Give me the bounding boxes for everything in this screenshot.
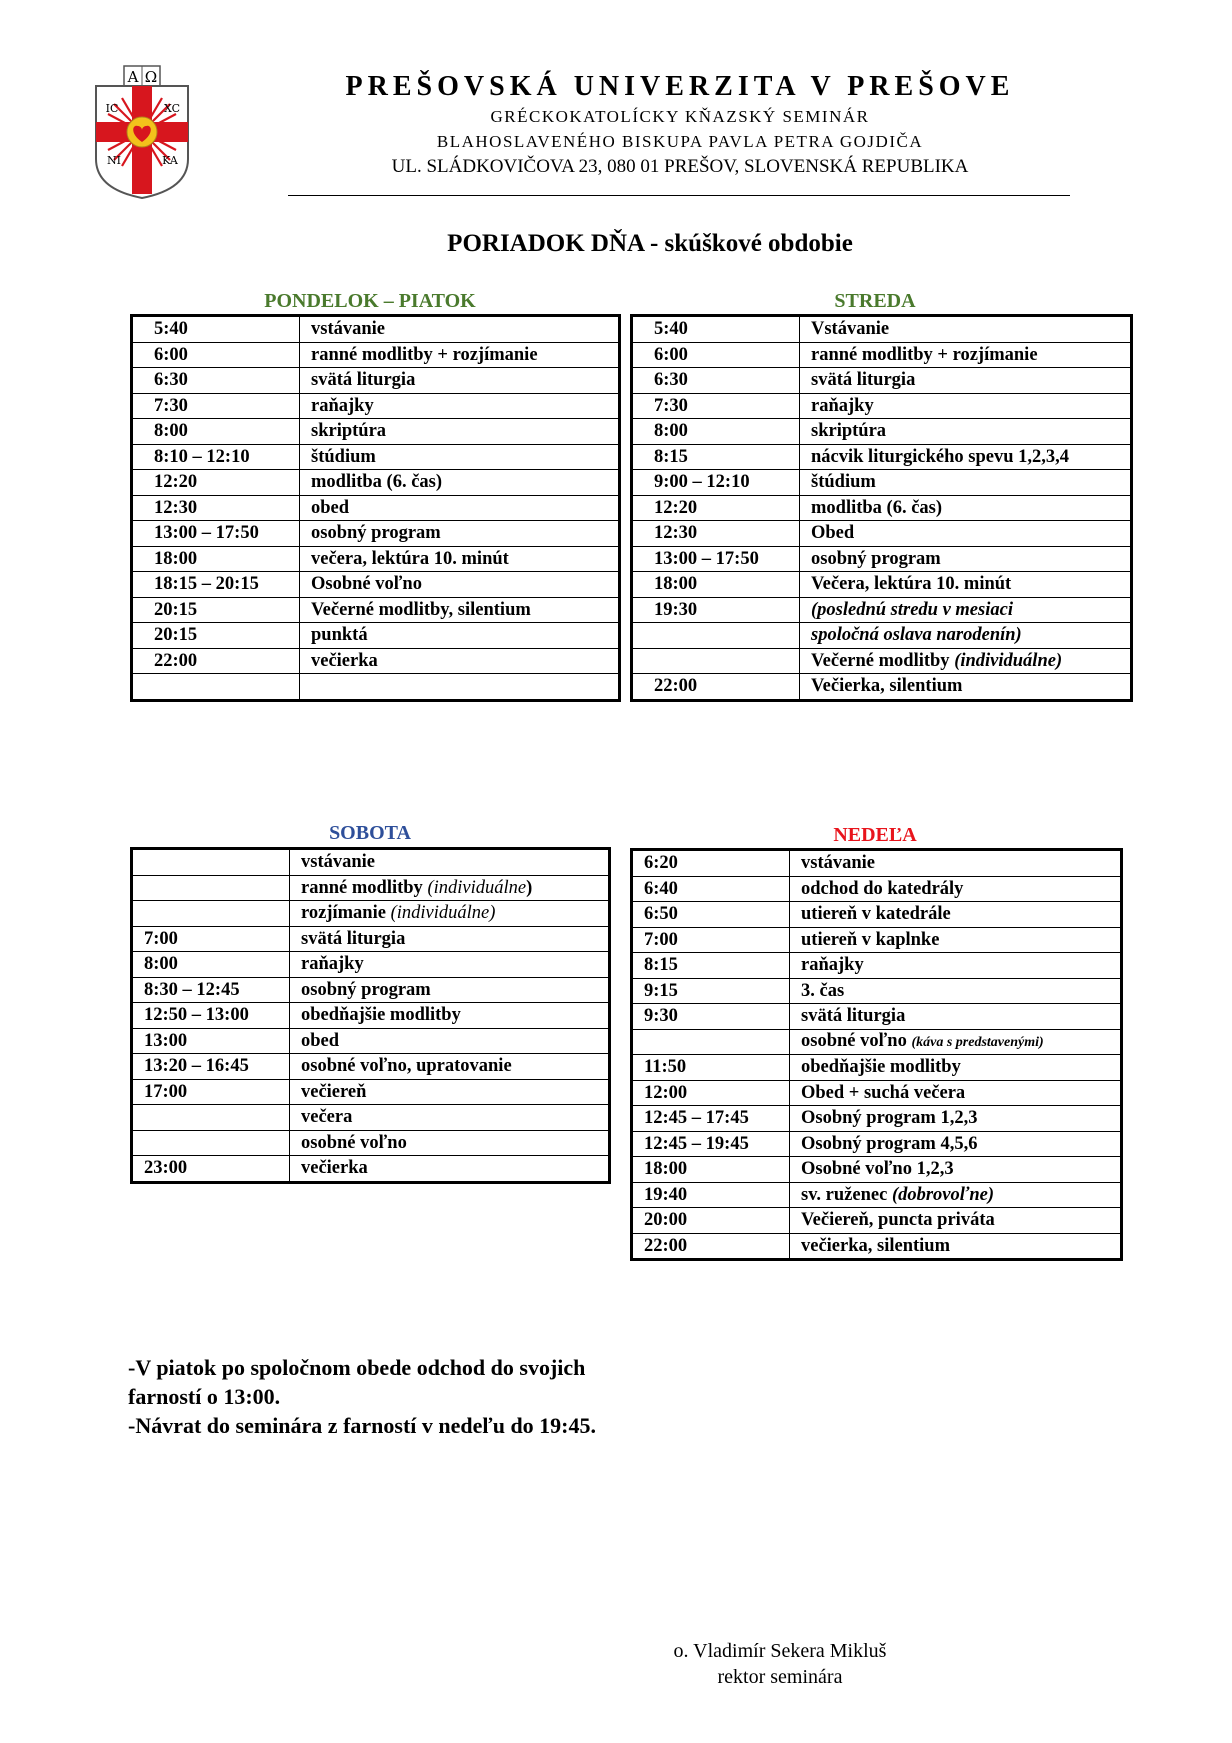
activity-text: sv. ruženec — [801, 1184, 892, 1205]
activity-text: vstávanie — [301, 852, 375, 873]
schedule-activity — [790, 850, 1122, 877]
activity-text: večera — [301, 1107, 353, 1128]
activity-text: nácvik liturgického spevu 1,2,3,4 — [811, 446, 1069, 467]
schedule-row — [632, 1233, 1122, 1260]
schedule-row — [132, 674, 620, 701]
schedule-time: 7:00 — [132, 926, 290, 952]
schedule-time: 8:15 — [632, 953, 790, 979]
schedule-row — [132, 926, 610, 952]
activity-note: (individuálne) — [954, 650, 1063, 671]
logo-ka: KA — [162, 154, 178, 167]
schedule-time: 19:30 — [632, 597, 800, 623]
schedule-row — [132, 521, 620, 547]
schedule-time: 6:20 — [632, 850, 790, 877]
schedule-activity — [300, 546, 620, 572]
schedule-time: 13:00 – 17:50 — [632, 546, 800, 572]
schedule-row — [132, 495, 620, 521]
schedule-activity — [790, 1106, 1122, 1132]
schedule-row — [132, 368, 620, 394]
seminary-name: GRÉCKOKATOLÍCKY KŇAZSKÝ SEMINÁR — [490, 107, 870, 126]
schedule-activity — [290, 1003, 610, 1029]
schedule-time — [132, 1105, 290, 1131]
activity-text: obed — [301, 1030, 340, 1051]
schedule-time: 18:00 — [632, 572, 800, 598]
schedule-row — [632, 495, 1132, 521]
schedule-activity — [290, 926, 610, 952]
schedule-row — [132, 952, 610, 978]
schedule-activity — [290, 977, 610, 1003]
schedule-time — [132, 674, 300, 701]
saturday-title: SOBOTA — [329, 822, 411, 844]
schedule-activity — [800, 674, 1132, 701]
schedule-row — [632, 342, 1132, 368]
schedule-time: 9:00 – 12:10 — [632, 470, 800, 496]
activity-text: spoločná oslava narodenín) — [811, 625, 1022, 646]
schedule-activity — [790, 1157, 1122, 1183]
schedule-row — [632, 850, 1122, 877]
schedule-time: 19:40 — [632, 1182, 790, 1208]
schedule-activity — [290, 1054, 610, 1080]
logo-ni: NI — [107, 154, 121, 167]
schedule-time: 6:50 — [632, 902, 790, 928]
schedule-activity — [300, 623, 620, 649]
wednesday-title: STREDA — [834, 290, 916, 312]
activity-text: skriptúra — [811, 421, 887, 442]
activity-text: (poslednú stredu v mesiaci — [811, 599, 1013, 620]
activity-text: modlitba (6. čas) — [811, 497, 943, 518]
activity-text: utiereň v kaplnke — [801, 929, 940, 950]
notes — [128, 1353, 648, 1440]
activity-text: raňajky — [811, 395, 874, 416]
activity-text: svätá liturgia — [301, 928, 406, 949]
schedule-row — [632, 368, 1132, 394]
schedule-row — [132, 849, 610, 876]
schedule-time — [632, 623, 800, 649]
saturday-schedule-table — [130, 847, 611, 1184]
schedule-time: 5:40 — [132, 316, 300, 343]
note-sunday: -Návrat do seminára z farností v nedeľu do 19:45. — [128, 1413, 597, 1438]
schedule-row — [632, 953, 1122, 979]
activity-text: svätá liturgia — [801, 1006, 906, 1027]
schedule-activity — [290, 901, 610, 927]
activity-note: (dobrovoľne) — [891, 1184, 995, 1205]
schedule-row — [132, 1105, 610, 1131]
schedule-activity — [790, 1233, 1122, 1260]
schedule-time: 12:50 – 13:00 — [132, 1003, 290, 1029]
schedule-row — [632, 521, 1132, 547]
activity-text: večierka — [311, 650, 378, 671]
page-title-main: PORIADOK DŇA — [447, 230, 644, 257]
schedule-time: 11:50 — [632, 1055, 790, 1081]
schedule-activity — [800, 648, 1132, 674]
activity-text: vstávanie — [311, 319, 385, 340]
activity-text: Osobný program 4,5,6 — [801, 1133, 978, 1154]
activity-text: Večera, lektúra 10. minút — [811, 574, 1012, 595]
schedule-time: 12:20 — [132, 470, 300, 496]
schedule-activity — [290, 1079, 610, 1105]
activity-text: osobné voľno — [301, 1132, 407, 1153]
schedule-activity — [790, 927, 1122, 953]
schedule-time: 12:00 — [632, 1080, 790, 1106]
schedule-time: 7:00 — [632, 927, 790, 953]
signature — [630, 1638, 930, 1690]
schedule-activity — [300, 495, 620, 521]
schedule-row — [132, 419, 620, 445]
activity-text: Osobné voľno — [311, 574, 422, 595]
schedule-row — [132, 1054, 610, 1080]
schedule-activity — [800, 444, 1132, 470]
schedule-activity — [290, 849, 610, 876]
schedule-activity — [790, 1055, 1122, 1081]
schedule-time: 13:00 — [132, 1028, 290, 1054]
seminary-patron: BLAHOSLAVENÉHO BISKUPA PAVLA PETRA GOJDIČA — [436, 132, 924, 151]
activity-text: obedňajšie modlitby — [301, 1005, 461, 1026]
schedule-row — [632, 546, 1132, 572]
schedule-row — [632, 419, 1132, 445]
schedule-time: 12:45 – 17:45 — [632, 1106, 790, 1132]
schedule-row — [132, 977, 610, 1003]
activity-text: vstávanie — [801, 853, 875, 874]
schedule-activity — [790, 1182, 1122, 1208]
schedule-time — [132, 901, 290, 927]
schedule-row — [632, 316, 1132, 343]
schedule-row — [632, 1080, 1122, 1106]
schedule-row — [132, 1003, 610, 1029]
seminary-address: UL. SLÁDKOVIČOVA 23, 080 01 PREŠOV, SLOVENSKÁ REPUBLIKA — [391, 156, 969, 177]
activity-text: osobný program — [311, 523, 441, 544]
schedule-row — [632, 648, 1132, 674]
activity-text: Obed — [811, 523, 855, 544]
schedule-activity — [800, 368, 1132, 394]
schedule-activity — [300, 316, 620, 343]
schedule-time: 18:00 — [632, 1157, 790, 1183]
schedule-time: 5:40 — [632, 316, 800, 343]
schedule-row — [632, 1029, 1122, 1055]
schedule-time: 18:15 – 20:15 — [132, 572, 300, 598]
schedule-activity — [800, 597, 1132, 623]
schedule-row — [632, 470, 1132, 496]
sunday-schedule-table — [630, 848, 1123, 1261]
activity-text: večiereň — [301, 1081, 367, 1102]
activity-text: obed — [311, 497, 350, 518]
schedule-row — [632, 1157, 1122, 1183]
activity-text: punktá — [311, 625, 368, 646]
schedule-time: 12:45 – 19:45 — [632, 1131, 790, 1157]
schedule-row — [632, 1131, 1122, 1157]
schedule-activity — [790, 876, 1122, 902]
schedule-activity — [300, 597, 620, 623]
logo-omega: Ω — [144, 68, 158, 86]
activity-text: modlitba (6. čas) — [311, 472, 443, 493]
schedule-row — [632, 927, 1122, 953]
activity-text: raňajky — [801, 955, 864, 976]
schedule-activity — [800, 623, 1132, 649]
activity-text: utiereň v katedrále — [801, 904, 951, 925]
schedule-time — [132, 1130, 290, 1156]
weekdays-schedule-table — [130, 314, 621, 702]
page-title — [300, 230, 1000, 258]
schedule-time: 12:30 — [132, 495, 300, 521]
logo-xc: XC — [163, 102, 181, 115]
schedule-activity — [300, 572, 620, 598]
schedule-time: 22:00 — [132, 648, 300, 674]
schedule-row — [632, 902, 1122, 928]
schedule-row — [632, 1208, 1122, 1234]
schedule-activity — [300, 648, 620, 674]
activity-text: Večerné modlitby, silentium — [311, 599, 531, 620]
signature-role: rektor seminára — [717, 1666, 843, 1688]
activity-text: večierka, silentium — [801, 1235, 951, 1256]
schedule-activity — [290, 1028, 610, 1054]
schedule-row — [632, 572, 1132, 598]
university-name: PREŠOVSKÁ UNIVERZITA V PREŠOVE — [345, 71, 1015, 102]
schedule-time: 8:00 — [632, 419, 800, 445]
schedule-time: 23:00 — [132, 1156, 290, 1183]
schedule-row — [132, 1079, 610, 1105]
wednesday-schedule-table — [630, 314, 1133, 702]
schedule-activity — [800, 495, 1132, 521]
schedule-time: 6:00 — [132, 342, 300, 368]
schedule-activity — [290, 1130, 610, 1156]
activity-text: raňajky — [311, 395, 374, 416]
activity-note: (individuálne) — [390, 903, 496, 924]
schedule-activity — [290, 1156, 610, 1183]
activity-text: svätá liturgia — [311, 370, 416, 391]
activity-text: štúdium — [311, 446, 376, 467]
activity-text: večierka — [301, 1158, 368, 1179]
schedule-activity — [800, 572, 1132, 598]
activity-note: (káva s predstavenými) — [911, 1034, 1044, 1050]
schedule-row — [132, 901, 610, 927]
schedule-activity — [300, 674, 620, 701]
schedule-row — [632, 1004, 1122, 1030]
activity-text: raňajky — [301, 954, 364, 975]
schedule-time: 22:00 — [632, 1233, 790, 1260]
weekdays-title: PONDELOK – PIATOK — [264, 290, 476, 312]
schedule-time: 20:15 — [132, 597, 300, 623]
schedule-row — [632, 597, 1132, 623]
activity-text: osobné voľno, upratovanie — [301, 1056, 512, 1077]
schedule-row — [132, 546, 620, 572]
schedule-row — [132, 1028, 610, 1054]
schedule-activity — [300, 342, 620, 368]
schedule-activity — [800, 419, 1132, 445]
activity-note-close: ) — [526, 877, 533, 898]
activity-text: štúdium — [811, 472, 876, 493]
schedule-row — [132, 572, 620, 598]
activity-text: osobné voľno — [801, 1030, 912, 1051]
activity-text: osobný program — [811, 548, 941, 569]
schedule-row — [132, 597, 620, 623]
schedule-time: 12:30 — [632, 521, 800, 547]
activity-text: odchod do katedrály — [801, 878, 964, 899]
schedule-time: 8:00 — [132, 419, 300, 445]
activity-text: 3. čas — [801, 980, 845, 1001]
note-friday: -V piatok po spoločnom obede odchod do svojich farností o 13:00. — [128, 1355, 586, 1409]
letterhead — [270, 70, 1090, 179]
schedule-time: 6:30 — [632, 368, 800, 394]
schedule-activity — [300, 470, 620, 496]
schedule-time: 22:00 — [632, 674, 800, 701]
schedule-activity — [300, 419, 620, 445]
schedule-activity — [800, 342, 1132, 368]
schedule-time: 8:00 — [132, 952, 290, 978]
schedule-row — [132, 393, 620, 419]
activity-text: skriptúra — [311, 421, 387, 442]
schedule-activity — [790, 1080, 1122, 1106]
schedule-activity — [790, 1208, 1122, 1234]
schedule-activity — [790, 902, 1122, 928]
logo-alpha: Α — [127, 68, 139, 86]
schedule-time: 6:30 — [132, 368, 300, 394]
schedule-row — [632, 1106, 1122, 1132]
schedule-activity — [300, 368, 620, 394]
schedule-time — [132, 875, 290, 901]
schedule-activity — [800, 393, 1132, 419]
schedule-row — [132, 648, 620, 674]
schedule-row — [132, 1130, 610, 1156]
schedule-row — [632, 623, 1132, 649]
schedule-time: 9:30 — [632, 1004, 790, 1030]
schedule-activity — [790, 978, 1122, 1004]
schedule-row — [632, 978, 1122, 1004]
schedule-row — [132, 623, 620, 649]
schedule-time: 8:15 — [632, 444, 800, 470]
sunday-title: NEDEĽA — [833, 824, 917, 846]
activity-text: Večierka, silentium — [811, 676, 963, 697]
schedule-time: 8:10 – 12:10 — [132, 444, 300, 470]
schedule-activity — [290, 1105, 610, 1131]
schedule-activity — [300, 393, 620, 419]
schedule-activity — [300, 521, 620, 547]
schedule-activity — [790, 1004, 1122, 1030]
schedule-activity — [800, 470, 1132, 496]
activity-text: Obed + suchá večera — [801, 1082, 966, 1103]
schedule-time: 8:30 – 12:45 — [132, 977, 290, 1003]
activity-text: Vstávanie — [811, 319, 890, 340]
schedule-time: 17:00 — [132, 1079, 290, 1105]
activity-text: ranné modlitby + rozjímanie — [811, 344, 1038, 365]
schedule-activity — [790, 1029, 1122, 1055]
schedule-time: 20:00 — [632, 1208, 790, 1234]
schedule-activity — [290, 952, 610, 978]
schedule-activity — [800, 521, 1132, 547]
activity-text: Osobný program 1,2,3 — [801, 1108, 978, 1129]
activity-text: obedňajšie modlitby — [801, 1057, 961, 1078]
schedule-time — [132, 849, 290, 876]
schedule-time: 7:30 — [632, 393, 800, 419]
schedule-time — [632, 648, 800, 674]
schedule-time: 18:00 — [132, 546, 300, 572]
activity-text: ranné modlitby — [301, 877, 428, 898]
activity-text: večera, lektúra 10. minút — [311, 548, 509, 569]
schedule-time: 6:00 — [632, 342, 800, 368]
schedule-activity — [290, 875, 610, 901]
schedule-time: 12:20 — [632, 495, 800, 521]
schedule-row — [632, 1055, 1122, 1081]
header-divider — [288, 195, 1070, 196]
schedule-row — [632, 876, 1122, 902]
schedule-row — [132, 1156, 610, 1183]
schedule-row — [132, 875, 610, 901]
schedule-row — [132, 316, 620, 343]
schedule-activity — [800, 546, 1132, 572]
schedule-row — [132, 444, 620, 470]
activity-text: ranné modlitby + rozjímanie — [311, 344, 538, 365]
schedule-time: 6:40 — [632, 876, 790, 902]
activity-text: osobný program — [301, 979, 431, 1000]
activity-text: Osobné voľno 1,2,3 — [801, 1159, 954, 1180]
schedule-activity — [790, 1131, 1122, 1157]
schedule-time: 13:00 – 17:50 — [132, 521, 300, 547]
seminary-crest-logo — [92, 64, 192, 200]
schedule-activity — [790, 953, 1122, 979]
logo-ic: IC — [105, 102, 119, 115]
activity-note: (individuálne — [427, 877, 527, 898]
schedule-time: 9:15 — [632, 978, 790, 1004]
schedule-time: 20:15 — [132, 623, 300, 649]
page-title-rest: - skúškové obdobie — [643, 230, 853, 257]
activity-text: svätá liturgia — [811, 370, 916, 391]
schedule-row — [632, 393, 1132, 419]
schedule-activity — [800, 316, 1132, 343]
schedule-row — [632, 444, 1132, 470]
schedule-time: 13:20 – 16:45 — [132, 1054, 290, 1080]
schedule-time: 7:30 — [132, 393, 300, 419]
schedule-row — [632, 1182, 1122, 1208]
activity-text: Večerné modlitby — [811, 650, 955, 671]
activity-text: rozjímanie — [301, 903, 391, 924]
schedule-row — [132, 470, 620, 496]
schedule-row — [132, 342, 620, 368]
schedule-row — [632, 674, 1132, 701]
schedule-time — [632, 1029, 790, 1055]
signature-name: o. Vladimír Sekera Mikluš — [673, 1640, 887, 1662]
activity-text: Večiereň, puncta priváta — [801, 1210, 995, 1231]
schedule-activity — [300, 444, 620, 470]
